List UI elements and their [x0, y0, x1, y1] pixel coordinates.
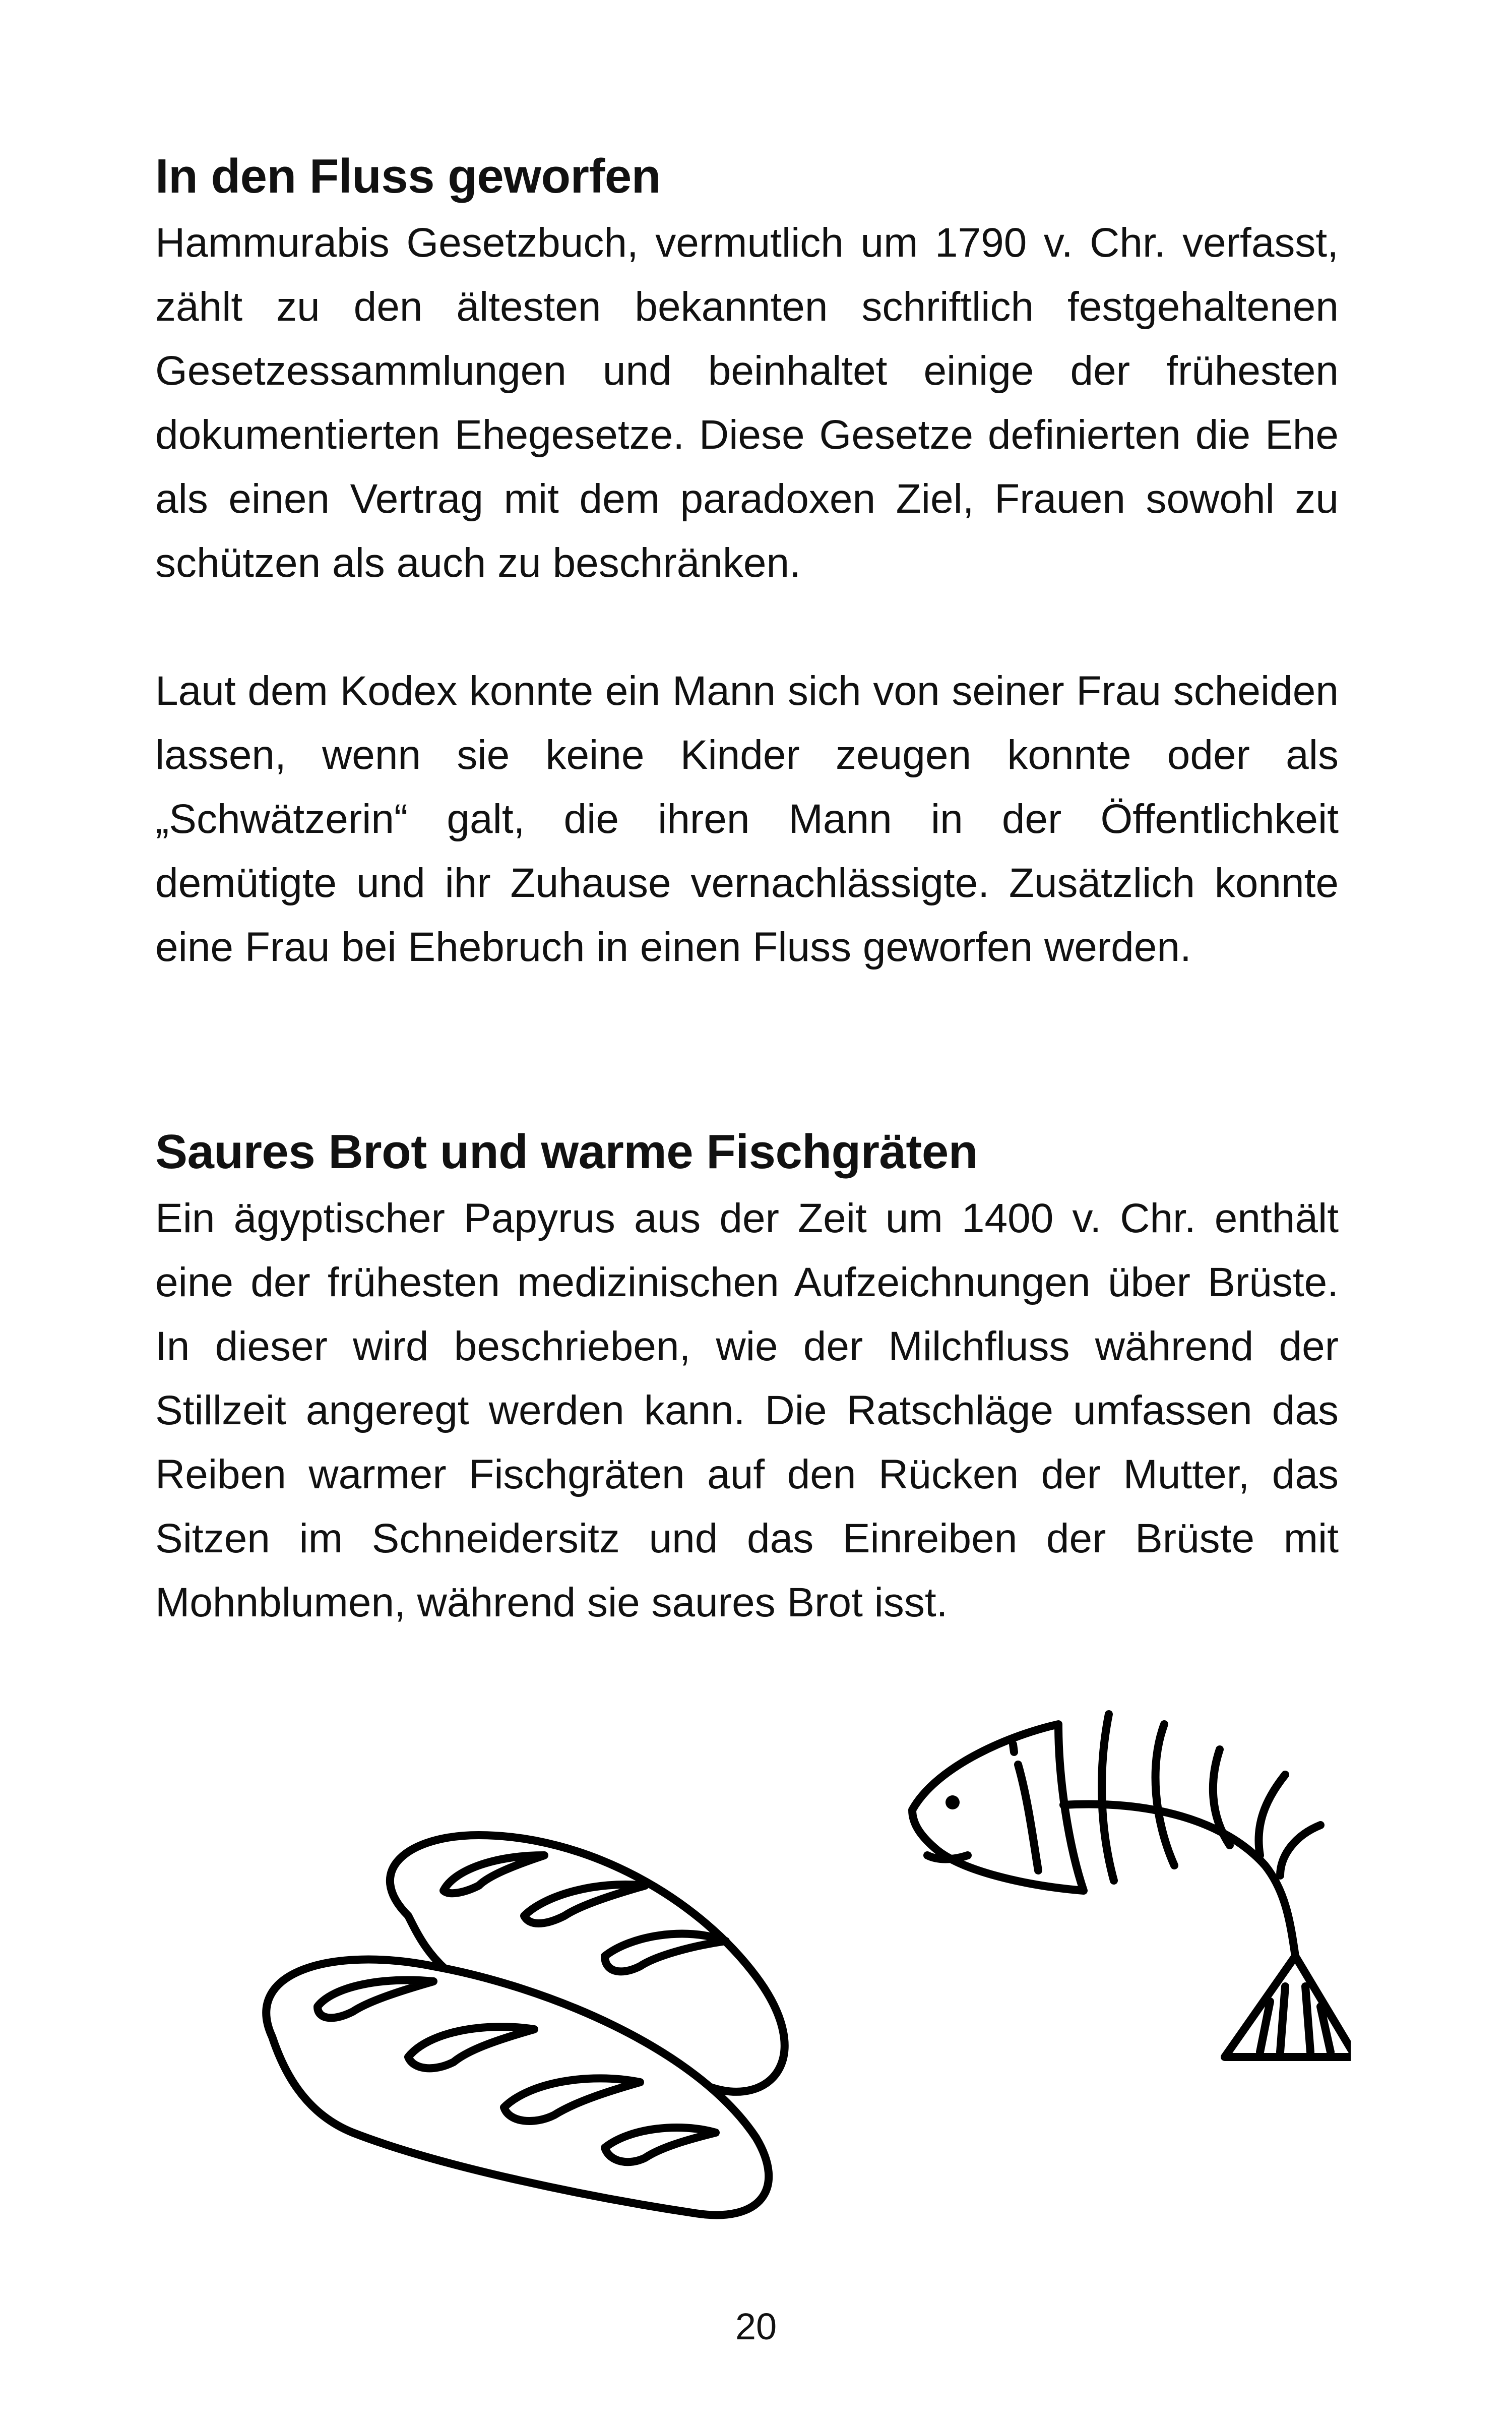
section-saures-brot: [155, 1122, 1339, 1635]
fish-skeleton-icon: [912, 1714, 1351, 2057]
page-number: 20: [735, 2306, 777, 2347]
paragraph: Laut dem Kodex konnte ein Mann sich von seiner Frau scheiden lassen, wenn sie keine Kinder zeugen konnte oder als „Schwätzerin“ galt, die ihren Mann in der Öffentlichkeit demütigte und ihr Zuhause vernachlässigte. Zusätzlich konnte eine Frau bei Ehebruch in einen Fluss geworfen werden.: [155, 668, 1339, 970]
section-heading: In den Fluss geworfen: [155, 149, 661, 203]
bread-and-fish-illustration: [242, 1704, 1351, 2249]
paragraph: Hammurabis Gesetzbuch, vermutlich um 1790 v. Chr. verfasst, zählt zu den ältesten bekannten schriftlich festgehaltenen Gesetzessammlungen und beinhaltet einige der frühesten dokumentierten Ehegesetze. Diese Gesetze definierten die Ehe als einen Vertrag mit dem paradoxen Ziel, Frauen sowohl zu schützen als auch zu beschränken.: [155, 220, 1339, 586]
paragraph: Ein ägyptischer Papyrus aus der Zeit um 1400 v. Chr. enthält eine der frühesten medizinischen Aufzeichnungen über Brüste. In dieser wird beschrieben, wie der Milchfluss während der Stillzeit angeregt werden kann. Die Ratschläge umfassen das Reiben warmer Fischgräten auf den Rücken der Mutter, das Sitzen im Schneidersitz und das Einreiben der Brüste mit Mohnblumen, während sie saures Brot isst.: [155, 1195, 1339, 1625]
section-in-den-fluss-geworfen: [155, 146, 1339, 979]
section-heading: Saures Brot und warme Fischgräten: [155, 1125, 978, 1179]
